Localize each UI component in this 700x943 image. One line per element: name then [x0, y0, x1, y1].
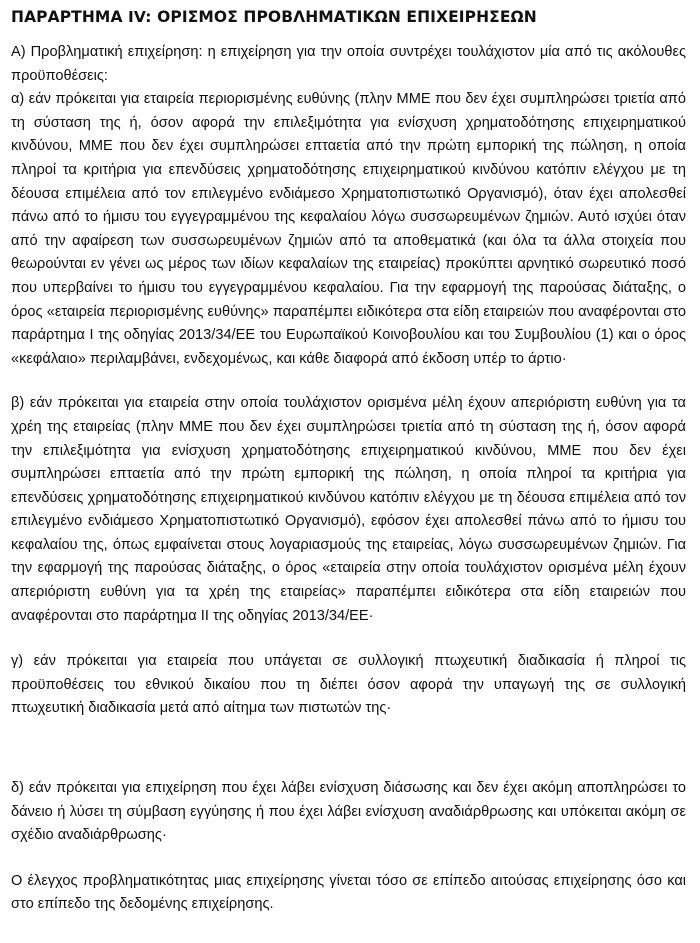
condition-c-paragraph: γ) εάν πρόκειται για εταιρεία που υπάγεται σε συλλογική πτωχευτική διαδικασία ή πληροί τις προϋποθέσεις του εθνικού δικαίου που τη διέπει όσον αφορά την υπαγωγή της σε συλλογική πτωχευτική διαδικασία μετά από αίτημα των πιστωτών της·	[11, 653, 686, 717]
intro-paragraph: Α) Προβληματική επιχείρηση: η επιχείρηση για την οποία συντρέχει τουλάχιστον μία από τις ακόλουθες προϋποθέσεις:	[11, 44, 686, 84]
document-title: ΠΑΡΑΡΤΗΜΑ IV: ΟΡΙΣΜΟΣ ΠΡΟΒΛΗΜΑΤΙΚΩΝ ΕΠΙΧΕΙΡΗΣΕΩΝ	[11, 8, 537, 26]
condition-b-paragraph: β) εάν πρόκειται για εταιρεία στην οποία τουλάχιστον ορισμένα μέλη έχουν απεριόριστη ευθύνη για τα χρέη της εταιρείας (πλην ΜΜΕ που δεν έχει συμπληρώσει τριετία από τη σύσταση της ή, όσον αφορά την επιλεξιμότητα για ενίσχυση χρηματοδότησης επιχειρηματικού κινδύνου, ΜΜΕ που δεν έχει συμπληρώσει επταετία από την πρώτη εμπορική της πώληση, η οποία πληροί τα κριτήρια για επενδύσεις χρηματοδότησης επιχειρηματικού κινδύνου κατόπιν ελέγχου με τη δέουσα επιμέλεια από τον επιλεγμένο ενδιάμεσο Χρηματοπιστωτικό Οργανισμό), εφόσον έχει απολεσθεί πάνω από το ήμισυ του κεφαλαίου της, όπως εμφαίνεται στους λογαριασμούς της εταιρείας, λόγω συσσωρευμένων ζημιών. Για την εφαρμογή της παρούσας διάταξης, ο όρος «εταιρεία στην οποία τουλάχιστον ορισμένα μέλη έχουν απεριόριστη ευθύνη για τα χρέη της εταιρείας» παραπέμπει ειδικότερα στα είδη εταιρειών που αναφέρονται στο παράρτημα ΙΙ της οδηγίας 2013/34/ΕΕ·	[11, 395, 686, 624]
closing-paragraph: Ο έλεγχος προβληματικότητας μιας επιχείρησης γίνεται τόσο σε επίπεδο αιτούσας επιχείρησης όσο και στο επίπεδο της δεδομένης επιχείρησης.	[11, 872, 686, 913]
condition-a-paragraph: α) εάν πρόκειται για εταιρεία περιορισμένης ευθύνης (πλην ΜΜΕ που δεν έχει συμπληρώσει τριετία από τη σύσταση της ή, όσον αφορά την επιλεξιμότητα για ενίσχυση χρηματοδότησης επιχειρηματικού κινδύνου, ΜΜΕ που δεν έχει συμπληρώσει επταετία από την πρώτη εμπορική της πώληση, η οποία πληροί τα κριτήρια για επενδύσεις χρηματοδότησης επιχειρηματικού κινδύνου κατόπιν ελέγχου με τη δέουσα επιμέλεια από τον επιλεγμένο ενδιάμεσο Χρηματοπιστωτικό Οργανισμό), όταν έχει απολεσθεί πάνω από το ήμισυ του εγγεγραμμένου της κεφαλαίου λόγω συσσωρευμένων ζημιών. Αυτό ισχύει όταν από την αφαίρεση των συσσωρευμένων ζημιών από τα αποθεματικά (και όλα τα άλλα στοιχεία που θεωρούνται εν γένει ως μέρος των ιδίων κεφαλαίων της εταιρείας) προκύπτει αρνητικό σωρευτικό ποσό που υπερβαίνει το ήμισυ του εγγεγραμμένου κεφαλαίου. Για την εφαρμογή της παρούσας διάταξης, ο όρος «εταιρεία περιορισμένης ευθύνης» παραπέμπει ειδικότερα στα είδη εταιρειών που αναφέρονται στο παράρτημα Ι της οδηγίας 2013/34/ΕΕ του Ευρωπαϊκού Κοινοβουλίου και του Συμβουλίου (1) και ο όρος «κεφάλαιο» περιλαμβάνει, ενδεχομένως, και κάθε διαφορά από έκδοση υπέρ το άρτιο·	[11, 91, 686, 367]
condition-d-paragraph: δ) εάν πρόκειται για επιχείρηση που έχει λάβει ενίσχυση διάσωσης και δεν έχει ακόμη αποπληρώσει το δάνειο ή λύσει τη σύμβαση εγγύησης ή που έχει λάβει ενίσχυση αναδιάρθρωσης και υπόκειται ακόμη σε σχέδιο αναδιάρθρωσης·	[11, 780, 686, 844]
